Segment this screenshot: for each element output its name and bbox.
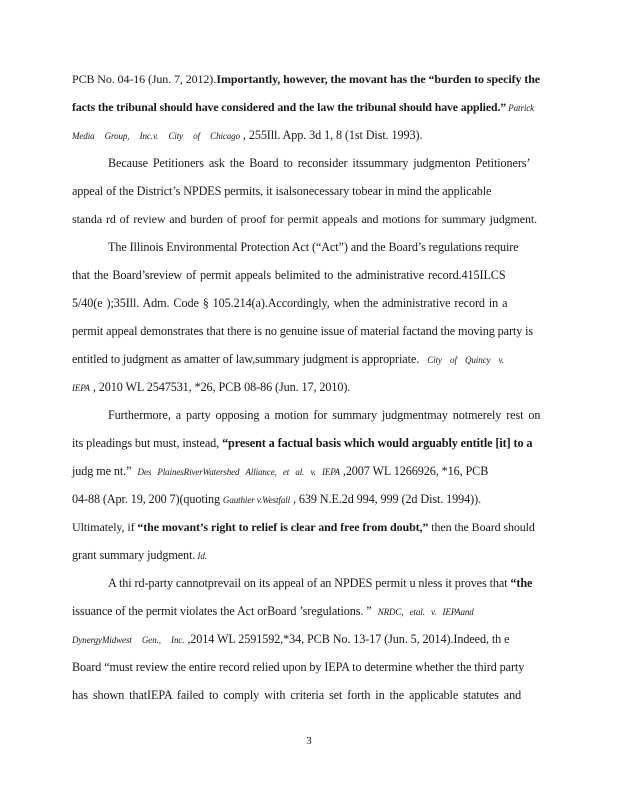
text-segment: The Illinois Environmental Protection Act (“Act”) and the Board’s regulations require xyxy=(108,240,519,254)
citation-text: Patrick xyxy=(506,103,535,113)
text-segment: A thi rd-party cannotprevail on its appeal of an NPDES permit u nless it proves that xyxy=(108,576,511,590)
paragraph-line xyxy=(108,155,540,171)
paragraph-line xyxy=(72,603,540,620)
citation-text: IEPA xyxy=(72,383,90,393)
text-segment: permit appeal demonstrates that there is no genuine issue of material factand the moving party is xyxy=(72,324,534,338)
paragraph-line xyxy=(72,687,540,703)
paragraph-line xyxy=(72,323,540,339)
text-segment: Furthermore, a party opposing a motion for summary judgmentmay notmerely rest on xyxy=(108,408,541,422)
citation-text: NRDC, etal. v. IEPAand xyxy=(371,607,474,617)
text-segment: entitled to judgment as amatter of law,summary judgment is appropriate. xyxy=(72,352,420,366)
text-segment: judg me nt.” xyxy=(72,464,132,478)
text-segment: Ultimately, if xyxy=(72,520,138,534)
text-segment: Importantly, however, the movant has the “burden to specify the xyxy=(216,72,540,86)
paragraph-line xyxy=(72,267,540,283)
paragraph-line xyxy=(72,519,540,535)
text-segment: “the xyxy=(510,576,533,590)
paragraph-line xyxy=(72,463,540,480)
paragraph-line xyxy=(108,575,540,591)
text-segment: ,2007 WL 1266926, *16, PCB xyxy=(339,464,489,478)
paragraph-line xyxy=(72,631,540,648)
text-segment: 5/40(e );35Ill. Adm. Code § 105.214(a).Accordingly, when the administrative record in a xyxy=(72,296,508,310)
text-segment: ,2014 WL 2591592,*34, PCB No. 13-17 (Jun. 5, 2014).Indeed, th e xyxy=(184,632,510,646)
paragraph-line xyxy=(72,547,540,564)
paragraph-line xyxy=(72,183,540,199)
paragraph-line xyxy=(72,99,540,116)
paragraph-line xyxy=(72,379,540,396)
citation-text: DynergyMidwest Gen., Inc. xyxy=(72,635,185,645)
citation-text: Media Group, Inc.v. City of Chicago xyxy=(72,131,240,141)
text-segment: Board “must review the entire record relied upon by IEPA to determine whether the third party xyxy=(72,660,525,674)
paragraph-line xyxy=(72,127,540,144)
text-segment: “the movant’s right to relief is clear and free from doubt,” xyxy=(137,520,429,534)
paragraph-line xyxy=(72,659,540,675)
text-segment: appeal of the District’s NPDES permits, it isalsonecessary tobear in mind the applicable xyxy=(72,184,492,198)
text-segment: has shown thatIEPA failed to comply with criteria set forth in the applicable statutes and xyxy=(72,688,522,702)
text-segment: , 639 N.E.2d 994, 999 (2d Dist. 1994)). xyxy=(290,492,482,506)
text-segment: standa rd of review and burden of proof for permit appeals and motions for summary judgment. xyxy=(72,212,538,226)
text-segment: issuance of the permit violates the Act orBoard ’sregulations. ” xyxy=(72,604,372,618)
page-number: 3 xyxy=(306,735,312,747)
text-segment: its pleadings but must, instead, xyxy=(72,436,223,450)
paragraph-line xyxy=(72,71,540,87)
paragraph-line xyxy=(72,491,540,508)
paragraph-line xyxy=(72,295,540,311)
text-segment: , 2010 WL 2547531, *26, PCB 08-86 (Jun. 17, 2010). xyxy=(89,380,351,394)
paragraph-line xyxy=(72,211,540,227)
text-segment: then the Board should xyxy=(428,520,535,534)
citation-text: Gauthier v.Westfall xyxy=(222,495,291,505)
text-segment: PCB No. 04-16 (Jun. 7, 2012). xyxy=(72,72,217,86)
text-segment: Because Petitioners ask the Board to reconsider itssummary judgmenton Petitioners’ xyxy=(108,156,531,170)
paragraph-line xyxy=(72,351,540,368)
text-segment: grant summary judgment. xyxy=(72,548,196,562)
text-segment: 04-88 (Apr. 19, 200 7)(quoting xyxy=(72,492,223,506)
paragraph-line xyxy=(108,239,540,255)
paragraph-line xyxy=(108,407,540,423)
paragraph-line xyxy=(72,435,540,451)
text-segment: , 255Ill. App. 3d 1, 8 (1st Dist. 1993). xyxy=(239,128,423,142)
citation-text: Des PlainesRiverWatershed Alliance, et al. v. IEPA xyxy=(131,467,340,477)
text-segment: “present a factual basis which would arguably entitle [it] to a xyxy=(222,436,533,450)
text-segment: facts the tribunal should have considered and the law the tribunal should have applied.” xyxy=(72,100,507,114)
citation-text: City of Quincy v. xyxy=(419,355,504,365)
citation-text: Id. xyxy=(195,551,207,561)
text-segment: that the Board’sreview of permit appeals belimited to the administrative record.415ILCS xyxy=(72,268,506,282)
